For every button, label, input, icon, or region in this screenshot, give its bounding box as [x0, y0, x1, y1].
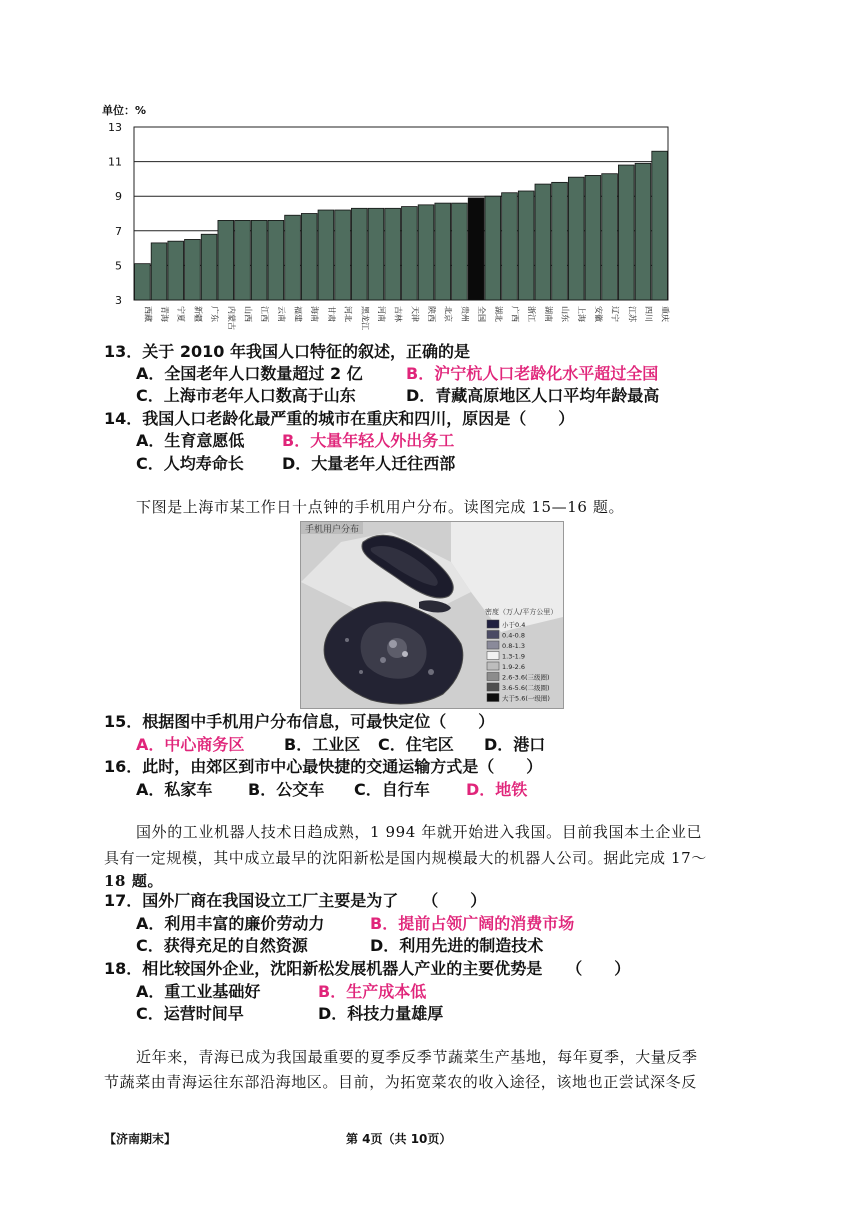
- q17-option-c: C．获得充足的自然资源: [136, 936, 308, 955]
- chart-bar: [185, 239, 201, 300]
- chart-xtick-label: 上海: [577, 306, 587, 322]
- q13-option-d: D．青藏高原地区人口平均年龄最高: [406, 386, 660, 405]
- q14-option-c: C．人均寿命长: [136, 454, 244, 473]
- chart-xtick-label: 新疆: [193, 306, 203, 322]
- chart-bar: [652, 151, 668, 300]
- q14-option-d: D．大量老年人迁往西部: [282, 454, 456, 473]
- chart-ytick-label: 11: [108, 155, 122, 169]
- chart-xtick-label: 福建: [293, 306, 303, 322]
- q15-stem: 15．根据图中手机用户分布信息，可最快定位（ ）: [104, 712, 495, 731]
- map-legend-label: 1.9-2.6: [502, 663, 526, 671]
- chart-bar: [585, 175, 601, 300]
- chart-xtick-label: 云南: [276, 306, 286, 322]
- map-legend-label: 0.4-0.8: [502, 631, 526, 640]
- q18-stem: 18．相比较国外企业，沈阳新松发展机器人产业的主要优势是 （ ）: [104, 959, 631, 978]
- q17-option-a: A．利用丰富的廉价劳动力: [136, 914, 325, 933]
- chart-xtick-label: 青海: [160, 306, 170, 322]
- map-legend-label: 1.3-1.9: [502, 652, 526, 661]
- map-svg: [301, 522, 563, 708]
- chart-bar: [418, 205, 434, 300]
- chart-xtick-label: 贵州: [460, 306, 470, 322]
- chart-ytick-label: 9: [115, 190, 122, 204]
- intro-17-18-line3: 18 题。: [104, 872, 164, 890]
- chart-xtick-label: 江西: [260, 306, 270, 322]
- q15-option-a: A．中心商务区: [136, 735, 245, 754]
- chart-xtick-label: 内蒙古: [226, 306, 236, 330]
- map-legend-label: 2.6-3.6(三级圈): [502, 673, 550, 682]
- intro-next-line2: 节蔬菜由青海运往东部沿海地区。目前，为拓宽菜农的收入途径，该地也正尝试深冬反: [104, 1073, 697, 1091]
- chart-bar: [201, 234, 217, 300]
- chart-xtick-label: 江苏: [627, 306, 637, 322]
- chart-xtick-label: 河北: [343, 306, 353, 322]
- chart-xtick-label: 全国: [477, 306, 487, 322]
- map-legend-label: 3.6-5.6(二级圈): [502, 684, 550, 692]
- map-legend-swatch: [487, 662, 499, 670]
- chart-bar: [135, 264, 151, 300]
- q13-option-a: A．全国老年人口数量超过 2 亿: [136, 364, 363, 383]
- chart-xtick-label: 陕西: [427, 306, 437, 322]
- chart-bar: [218, 220, 234, 300]
- chart-xtick-label: 安徽: [593, 306, 603, 322]
- chart-bar: [301, 214, 317, 301]
- q16-option-a: A．私家车: [136, 780, 213, 799]
- chart-bar: [351, 208, 367, 300]
- chart-xtick-label: 湖南: [543, 306, 553, 322]
- map-legend-swatch: [487, 673, 499, 681]
- intro-17-18-line1: 国外的工业机器人技术日趋成熟，1 994 年就开始进入我国。目前我国本土企业已: [136, 823, 703, 841]
- q16-option-b: B．公交车: [248, 780, 325, 799]
- chart-xtick-label: 河南: [376, 306, 386, 322]
- chart-bar: [452, 203, 468, 300]
- chart-bar: [602, 174, 618, 300]
- chart-ytick-label: 3: [115, 294, 122, 307]
- q17-stem: 17．国外厂商在我国设立工厂主要是为了 （ ）: [104, 891, 487, 910]
- intro-15-16: 下图是上海市某工作日十点钟的手机用户分布。读图完成 15—16 题。: [136, 498, 625, 516]
- chart-xtick-label: 甘肃: [326, 306, 336, 322]
- chart-bar: [402, 207, 418, 300]
- chart-bar: [435, 203, 451, 300]
- intro-17-18-line2: 具有一定规模，其中成立最早的沈阳新松是国内规模最大的机器人公司。据此完成 17～: [104, 849, 707, 867]
- map-legend-label: 大于5.6(一级圈): [502, 694, 550, 703]
- q15-option-b: B．工业区: [284, 735, 361, 754]
- chart-xtick-label: 黑龙江: [360, 306, 370, 330]
- map-title: 手机用户分布: [305, 525, 360, 535]
- chart-bar: [251, 220, 267, 300]
- q16-option-d: D．地铁: [466, 780, 528, 799]
- q15-option-d: D．港口: [484, 735, 546, 754]
- map-legend-label: 小于0.4: [502, 621, 526, 629]
- chart-xtick-label: 湖北: [493, 306, 503, 322]
- map-legend-swatch: [487, 683, 499, 691]
- shanghai-mobile-user-map: [300, 521, 564, 709]
- chart-xtick-label: 广东: [210, 306, 220, 322]
- chart-bar: [618, 165, 634, 300]
- q16-stem: 16．此时，由郊区到市中心最快捷的交通运输方式是（ ）: [104, 757, 543, 776]
- chart-bar: [335, 210, 351, 300]
- q16-option-c: C．自行车: [354, 780, 430, 799]
- chart-xtick-label: 天津: [410, 306, 420, 322]
- chart-bar: [468, 198, 484, 300]
- chart-bar: [552, 182, 568, 300]
- chart-bar: [485, 196, 501, 300]
- q14-option-b: B．大量年轻人外出务工: [282, 431, 455, 450]
- chart-bar: [235, 220, 251, 300]
- footer-source: 【济南期末】: [104, 1132, 177, 1146]
- chart-unit-label: 单位：%: [102, 104, 147, 117]
- chart-ytick-label: 13: [108, 121, 122, 134]
- map-legend-swatch: [487, 652, 499, 660]
- chart-svg: [100, 100, 680, 340]
- map-legend-title: 密度（万人/平方公里）: [485, 608, 558, 616]
- chart-ytick-label: 7: [115, 224, 122, 238]
- chart-bar: [368, 208, 384, 300]
- chart-ytick-label: 5: [115, 259, 122, 273]
- chart-xtick-label: 宁夏: [176, 306, 186, 322]
- chart-bar: [168, 241, 184, 300]
- q18-option-a: A．重工业基础好: [136, 982, 261, 1001]
- q13-option-b: B．沪宁杭人口老龄化水平超过全国: [406, 364, 659, 383]
- q17-option-d: D．利用先进的制造技术: [370, 936, 544, 955]
- chart-xtick-label: 广西: [510, 306, 520, 322]
- q18-option-d: D．科技力量雄厚: [318, 1004, 444, 1023]
- q14-option-a: A．生育意愿低: [136, 431, 245, 450]
- chart-xtick-label: 四川: [643, 306, 653, 322]
- q18-option-b: B．生产成本低: [318, 982, 427, 1001]
- chart-xtick-label: 北京: [443, 306, 453, 322]
- chart-xtick-label: 吉林: [393, 306, 403, 322]
- chart-xtick-label: 海南: [310, 306, 320, 322]
- chart-xtick-label: 重庆: [660, 306, 670, 322]
- chart-bar: [568, 177, 584, 300]
- map-legend-swatch: [487, 694, 499, 702]
- chart-xtick-label: 山西: [243, 306, 253, 322]
- q13-stem: 13．关于 2010 年我国人口特征的叙述，正确的是: [104, 342, 470, 361]
- chart-xtick-label: 辽宁: [610, 306, 620, 322]
- q18-option-c: C．运营时间早: [136, 1004, 244, 1023]
- intro-next-line1: 近年来，青海已成为我国最重要的夏季反季节蔬菜生产基地，每年夏季，大量反季: [136, 1048, 698, 1066]
- chart-bar: [318, 210, 334, 300]
- chart-xtick-label: 山东: [560, 306, 570, 322]
- chart-bar: [385, 208, 401, 300]
- chart-bar: [635, 163, 651, 300]
- q13-option-c: C．上海市老年人口数高于山东: [136, 386, 356, 405]
- chart-bar: [502, 193, 518, 300]
- chart-bar: [518, 191, 534, 300]
- chart-bar: [151, 243, 167, 300]
- q17-option-b: B．提前占领广阔的消费市场: [370, 914, 575, 933]
- chart-bar: [285, 215, 301, 300]
- map-legend-swatch: [487, 641, 499, 649]
- chart-bar: [268, 220, 284, 300]
- aging-bar-chart: [100, 100, 680, 340]
- map-legend-label: 0.8-1.3: [502, 642, 526, 650]
- map-legend-swatch: [487, 620, 499, 628]
- chart-bar: [535, 184, 551, 300]
- q15-option-c: C．住宅区: [378, 735, 454, 754]
- chart-xtick-label: 西藏: [143, 306, 153, 322]
- chart-xtick-label: 浙江: [527, 306, 537, 322]
- q14-stem: 14．我国人口老龄化最严重的城市在重庆和四川，原因是（ ）: [104, 409, 575, 428]
- footer-page-number: 第 4页（共 10页）: [346, 1132, 452, 1146]
- map-legend-swatch: [487, 631, 499, 639]
